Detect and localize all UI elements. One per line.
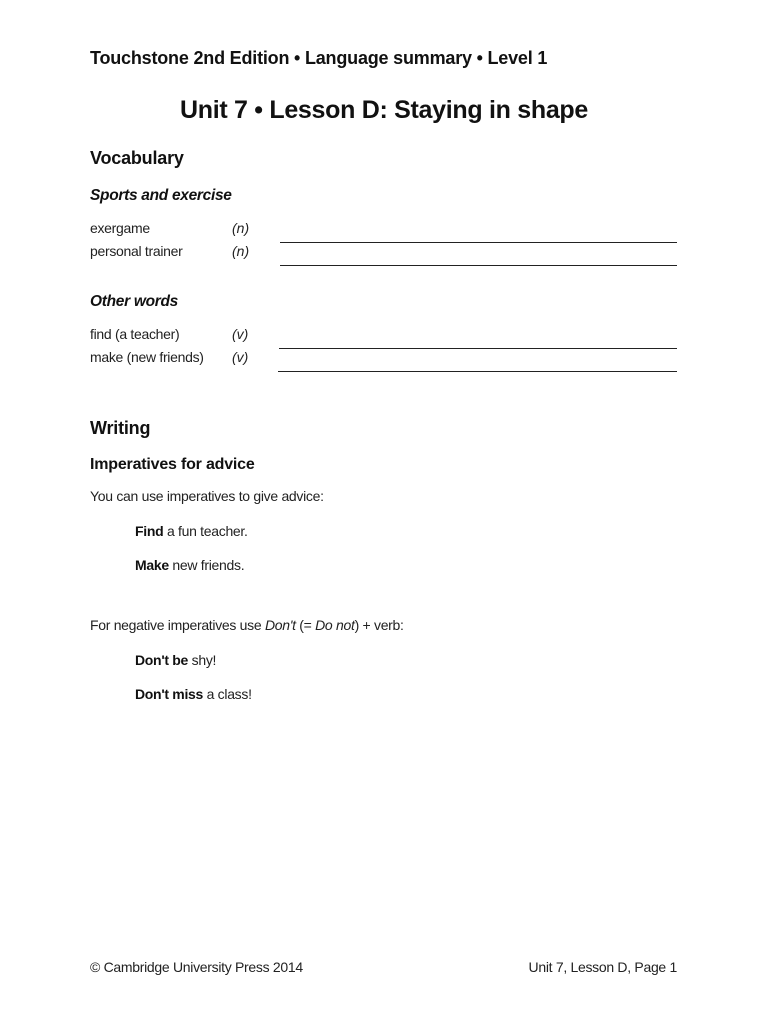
vocabulary-heading: Vocabulary <box>90 148 184 168</box>
series-title: Touchstone 2nd Edition • Language summary • Level 1 <box>90 48 548 68</box>
vocab-part-of-speech: (n) <box>232 243 250 259</box>
vocab-group-title-other: Other words <box>90 293 178 310</box>
example-sentence <box>135 557 244 573</box>
text: (= <box>295 617 316 633</box>
example-rest: new friends. <box>168 557 245 573</box>
example-verb: Make <box>135 557 169 573</box>
page-title: Unit 7 • Lesson D: Staying in shape <box>179 96 589 124</box>
vocab-part-of-speech: (v) <box>232 326 249 342</box>
example-verb: Find <box>135 523 164 539</box>
vocab-group-title-sports: Sports and exercise <box>90 187 232 204</box>
vocab-word: find (a teacher) <box>90 326 180 342</box>
example-rest: a fun teacher. <box>163 523 248 539</box>
vocab-part-of-speech: (v) <box>232 349 249 365</box>
copyright: © Cambridge University Press 2014 <box>90 959 303 975</box>
italic-text: Don't <box>264 617 296 633</box>
writing-subheading: Imperatives for advice <box>90 456 255 473</box>
example-verb: Don't miss <box>135 686 204 702</box>
writing-intro: You can use imperatives to give advice: <box>90 488 324 504</box>
answer-line[interactable] <box>280 242 677 243</box>
page-reference: Unit 7, Lesson D, Page 1 <box>528 959 677 975</box>
example-rest: shy! <box>188 652 217 668</box>
vocab-part-of-speech: (n) <box>232 220 250 236</box>
negative-intro <box>90 617 404 633</box>
italic-text: Do not <box>315 617 355 633</box>
negative-example-sentence <box>135 652 216 668</box>
vocab-word: exergame <box>90 220 150 236</box>
answer-line[interactable] <box>279 348 677 349</box>
text: For negative imperatives use <box>90 617 265 633</box>
vocab-word: personal trainer <box>90 243 183 259</box>
negative-example-sentence <box>135 686 252 702</box>
answer-line[interactable] <box>278 371 677 372</box>
writing-heading: Writing <box>90 418 151 438</box>
example-sentence <box>135 523 248 539</box>
example-rest: a class! <box>203 686 252 702</box>
example-verb: Don't be <box>135 652 189 668</box>
text: ) + verb: <box>354 617 404 633</box>
vocab-word: make (new friends) <box>90 349 204 365</box>
answer-line[interactable] <box>280 265 677 266</box>
